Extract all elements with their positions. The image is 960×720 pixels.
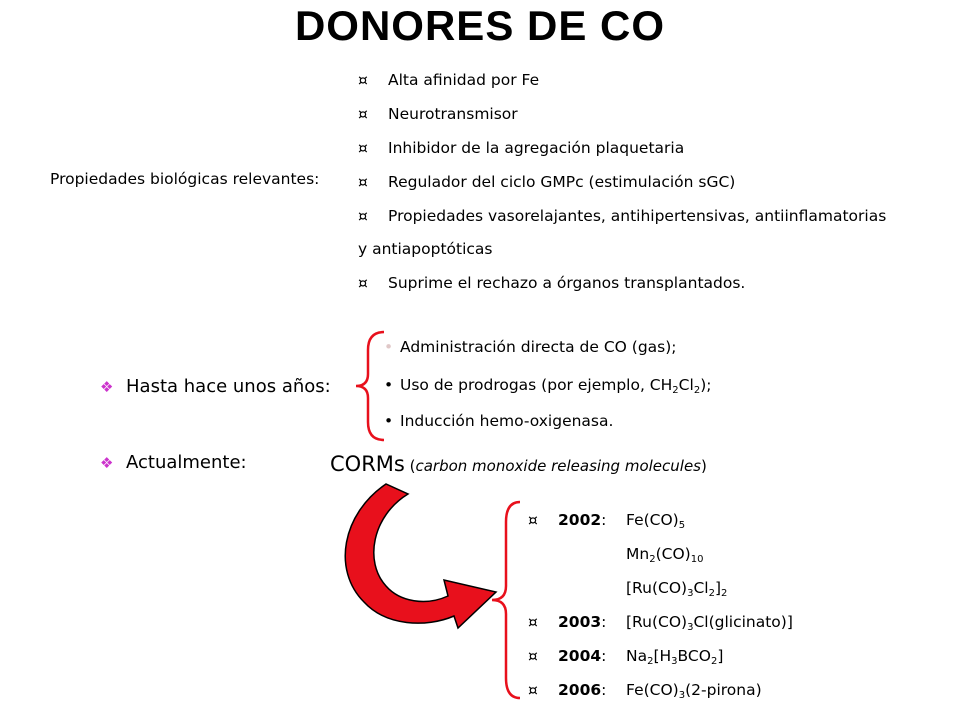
property-item: ¤ Neurotransmisor: [358, 105, 518, 123]
bullet-icon: •: [384, 338, 394, 356]
compound-mn2-co-10: $Mn_2(CO)_{10}$: [626, 545, 704, 565]
bullet-icon: ¤: [358, 207, 368, 225]
bullet-icon: ¤: [528, 613, 538, 631]
until-recently-label: ❖ Hasta hace unos años:: [100, 376, 331, 397]
property-item: ¤ Suprime el rechazo a órganos transplantados.: [358, 274, 746, 292]
bullet-icon: ¤: [358, 274, 368, 292]
property-item: ¤ Inhibidor de la agregación plaquetaria: [358, 139, 685, 157]
property-item: ¤ Alta afinidad por Fe: [358, 71, 540, 89]
compound-fe-co3-pirona: $Fe(CO)_3(2-pirona)$: [626, 681, 762, 701]
property-item: ¤ Propiedades vasorelajantes, antihipertensivas, antiinflamatorias: [358, 207, 887, 225]
timeline-row-2004: ¤ 2004:: [528, 647, 607, 665]
bullet-icon: •: [384, 376, 394, 394]
bullet-icon: ¤: [528, 511, 538, 529]
compound-na2-h3bco2: $Na_2[H_3BCO_2]$: [626, 647, 724, 667]
property-item-continuation: y antiapoptóticas: [358, 240, 493, 258]
properties-label: Propiedades biológicas relevantes:: [50, 170, 320, 188]
method-item: • Inducción hemo-oxigenasa.: [384, 412, 614, 430]
bullet-icon: ¤: [358, 139, 368, 157]
bullet-icon: ¤: [528, 681, 538, 699]
bullet-icon: ¤: [528, 647, 538, 665]
compound-fe-co-5: $Fe(CO)_5$: [626, 511, 686, 531]
timeline-row-2003: ¤ 2003:: [528, 613, 607, 631]
right-brace: [486, 498, 526, 704]
bullet-icon: ¤: [358, 71, 368, 89]
currently-label: ❖ Actualmente:: [100, 452, 247, 473]
method-item: • Uso de prodrogas (por ejemplo, $CH_2Cl_2$);: [384, 376, 712, 396]
page-title: DONORES DE CO: [294, 2, 666, 49]
curved-arrow-icon: [330, 478, 510, 648]
bullet-icon: ¤: [358, 173, 368, 191]
bullet-icon: ¤: [358, 105, 368, 123]
bullet-icon: •: [384, 412, 394, 430]
timeline-row-2006: ¤ 2006:: [528, 681, 607, 699]
property-item: ¤ Regulador del ciclo GMPc (estimulación sGC): [358, 173, 736, 191]
diamond-bullet-icon: ❖: [100, 454, 114, 472]
compound-ru-dimer: $[Ru(CO)_3Cl_2]_2$: [626, 579, 728, 599]
method-item: • Administración directa de CO (gas);: [384, 338, 677, 356]
corms-heading: CORMs (carbon monoxide releasing molecules): [330, 452, 707, 476]
diamond-bullet-icon: ❖: [100, 378, 114, 396]
compound-ru-glicinato: $[Ru(CO)_3Cl(glicinato)]$: [626, 613, 793, 633]
timeline-row-2002: ¤ 2002:: [528, 511, 607, 529]
